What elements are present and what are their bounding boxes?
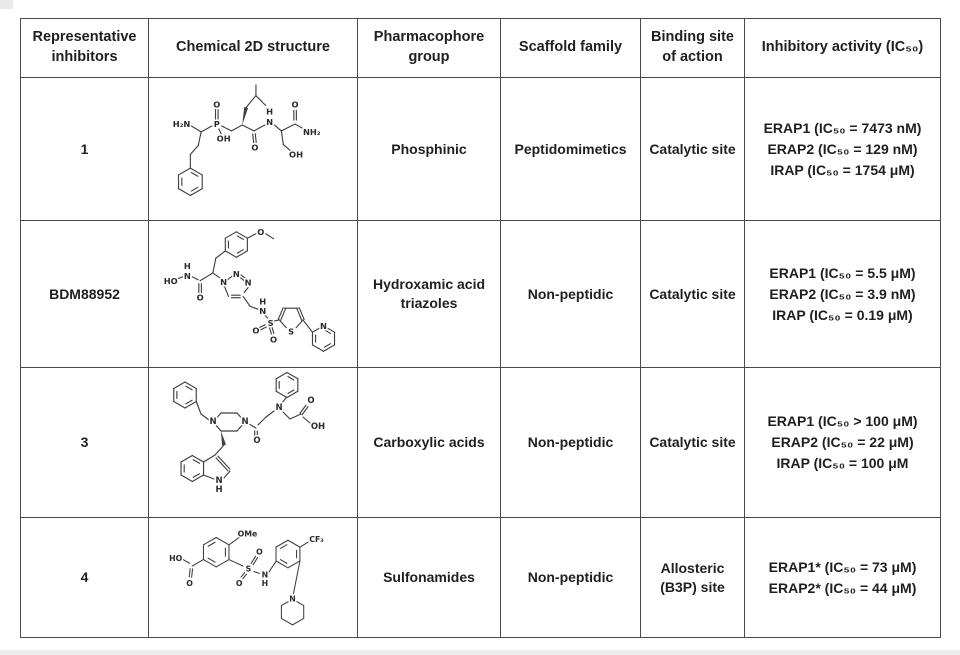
inhibitor-id: 1	[21, 78, 149, 221]
svg-text:O: O	[252, 325, 260, 336]
svg-text:N: N	[183, 270, 191, 281]
structure-cell	[149, 221, 358, 368]
binding-site: Catalytic site	[641, 368, 745, 518]
activity-line: ERAP2 (IC₅₀ = 22 μM)	[771, 434, 914, 450]
svg-text:H: H	[261, 578, 269, 588]
svg-text:O: O	[256, 547, 263, 557]
svg-text:O: O	[213, 98, 221, 109]
binding-site: Catalytic site	[641, 78, 745, 221]
header-binding-site: Binding site of action	[641, 19, 745, 78]
header-scaffold-family: Scaffold family	[501, 19, 641, 78]
table-row	[21, 518, 941, 638]
binding-site: Catalytic site	[641, 221, 745, 368]
svg-text:N: N	[261, 570, 269, 580]
svg-text:CF₃: CF₃	[309, 534, 324, 544]
svg-text:H: H	[266, 105, 274, 116]
activity-line: ERAP1 (IC₅₀ > 100 μM)	[767, 413, 918, 429]
activity-cell	[745, 518, 941, 638]
svg-text:H: H	[183, 261, 191, 272]
chemical-structure-hydroxamic-triazole	[152, 223, 354, 365]
svg-text:O: O	[307, 396, 315, 406]
inhibitor-id: 3	[21, 368, 149, 518]
svg-text:H: H	[215, 485, 223, 495]
svg-text:O: O	[186, 578, 193, 588]
svg-text:N: N	[220, 276, 228, 287]
inhibitors-table	[20, 18, 941, 638]
scaffold-family: Peptidomimetics	[501, 78, 641, 221]
activity-line: ERAP2 (IC₅₀ = 3.9 nM)	[769, 285, 916, 302]
svg-text:O: O	[196, 292, 204, 303]
activity-cell	[745, 221, 941, 368]
svg-text:O: O	[291, 98, 299, 109]
svg-text:N: N	[232, 268, 240, 279]
svg-text:S: S	[288, 326, 295, 337]
chemical-structure-carboxylic-acid	[152, 370, 354, 515]
pharmacophore-group: Phosphinic	[358, 78, 501, 221]
activity-line: IRAP (IC₅₀ = 1754 μM)	[770, 161, 915, 178]
pharmacophore-group: Hydroxamic acid triazoles	[358, 221, 501, 368]
svg-text:H₂N: H₂N	[172, 118, 191, 129]
structure-cell	[149, 518, 358, 638]
activity-line: ERAP1 (IC₅₀ = 5.5 μM)	[769, 264, 916, 281]
svg-text:OMe: OMe	[237, 529, 258, 539]
svg-text:HO: HO	[169, 554, 183, 564]
svg-text:P: P	[213, 118, 220, 129]
svg-text:N: N	[209, 417, 217, 427]
structure-cell	[149, 368, 358, 518]
svg-text:OH: OH	[310, 422, 326, 432]
table-row	[21, 78, 941, 221]
svg-text:OH: OH	[216, 133, 231, 144]
chemical-structure-sulfonamide	[152, 520, 354, 635]
table-row	[21, 221, 941, 368]
activity-line: ERAP2* (IC₅₀ = 44 μM)	[768, 579, 917, 596]
svg-text:O: O	[257, 226, 265, 237]
header-representative-inhibitors: Representative inhibitors	[21, 19, 149, 78]
binding-site: Allosteric (B3P) site	[641, 518, 745, 638]
svg-text:N: N	[266, 116, 274, 127]
activity-line: ERAP2 (IC₅₀ = 129 nM)	[767, 140, 918, 157]
chemical-structure-phosphinic	[152, 81, 354, 218]
svg-text:O: O	[251, 142, 259, 153]
svg-text:N: N	[241, 417, 249, 427]
inhibitor-id: 4	[21, 518, 149, 638]
header-inhibitory-activity: Inhibitory activity (IC₅₀)	[745, 19, 941, 78]
svg-text:S: S	[245, 564, 252, 574]
scaffold-family: Non-peptidic	[501, 368, 641, 518]
activity-line: IRAP (IC₅₀ = 0.19 μM)	[772, 306, 913, 323]
activity-cell	[745, 78, 941, 221]
activity-line: ERAP1* (IC₅₀ = 73 μM)	[768, 558, 917, 575]
scaffold-family: Non-peptidic	[501, 221, 641, 368]
svg-text:NH₂: NH₂	[302, 126, 321, 137]
svg-text:N: N	[259, 306, 267, 317]
table-row	[21, 368, 941, 518]
svg-text:H: H	[259, 296, 267, 307]
svg-text:N: N	[275, 403, 283, 413]
svg-text:HO: HO	[163, 275, 178, 286]
pharmacophore-group: Carboxylic acids	[358, 368, 501, 518]
structure-cell	[149, 78, 358, 221]
inhibitor-id: BDM88952	[21, 221, 149, 368]
svg-text:O: O	[235, 578, 243, 588]
svg-text:O: O	[253, 436, 261, 446]
pharmacophore-group: Sulfonamides	[358, 518, 501, 638]
svg-text:OH: OH	[289, 148, 304, 159]
scan-edge	[0, 650, 960, 655]
svg-text:N: N	[244, 277, 252, 288]
header-pharmacophore-group: Pharmacophore group	[358, 19, 501, 78]
header-chemical-2d-structure: Chemical 2D structure	[149, 19, 358, 78]
activity-line: IRAP (IC₅₀ = 100 μM	[776, 455, 909, 471]
svg-text:N: N	[215, 476, 223, 486]
svg-text:S: S	[267, 317, 274, 328]
scan-artifact	[0, 0, 13, 9]
svg-text:N: N	[289, 594, 296, 604]
activity-cell	[745, 368, 941, 518]
activity-line: ERAP1 (IC₅₀ = 7473 nM)	[763, 119, 922, 136]
header-row	[21, 19, 941, 78]
svg-text:N: N	[320, 320, 327, 331]
svg-text:O: O	[270, 334, 278, 345]
scaffold-family: Non-peptidic	[501, 518, 641, 638]
